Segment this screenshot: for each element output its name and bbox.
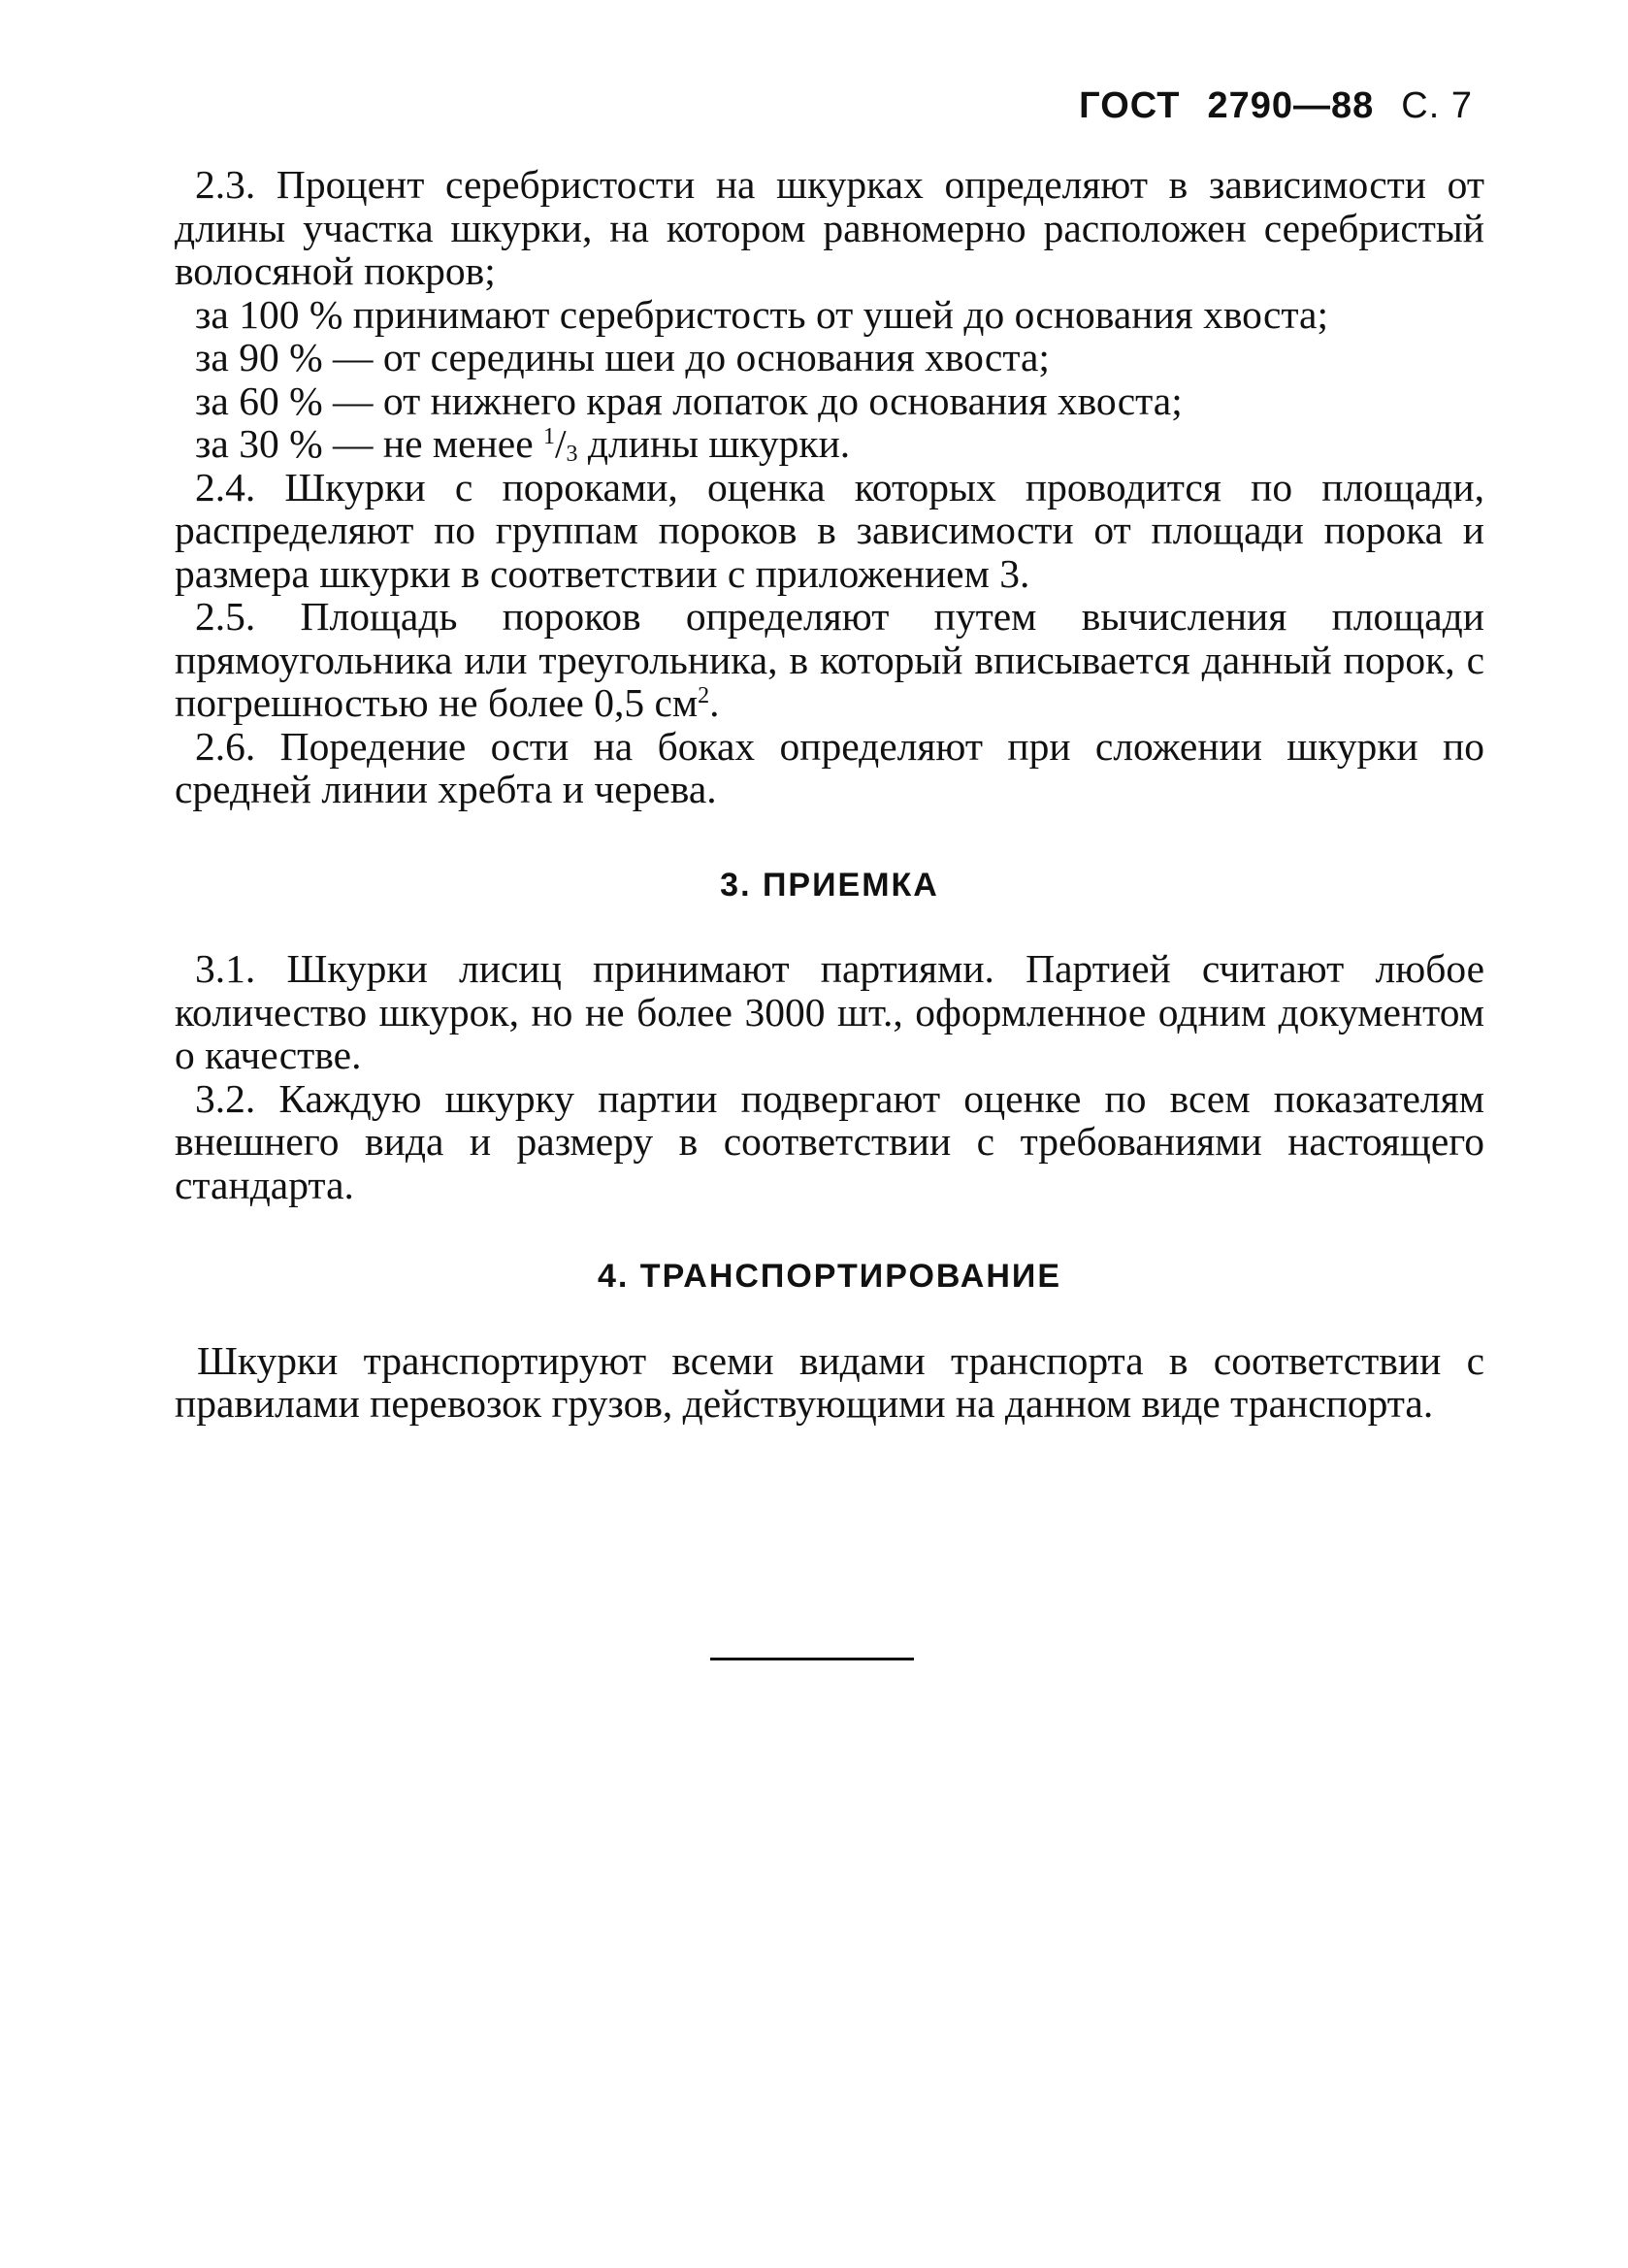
paragraph-3-2: 3.2. Каждую шкурку партии подвергают оценке по всем показателям внешнего вида и размеру в соответствии с требованиями настоящего стандарта. (175, 1075, 1484, 1207)
section-4-title: 4. ТРАНСПОРТИРОВАНИЕ (598, 1258, 1061, 1295)
paragraph-2-5 (175, 595, 1484, 725)
paragraph-2-3-30 (175, 422, 1484, 466)
paragraph-2-3-90: за 90 % — от середины шеи до основания хвоста; (195, 335, 1050, 379)
paragraph-2-3-60: за 60 % — от нижнего края лопаток до основания хвоста; (195, 378, 1183, 423)
standard-number: 2790—88 (1207, 85, 1375, 126)
paragraph-2-6: 2.6. Поредение ости на боках определяют при сложении шкурки по средней линии хребта и черева. (175, 723, 1484, 811)
fraction-numerator: 1 (543, 424, 555, 449)
paragraph-2-5-end: . (709, 680, 720, 725)
fraction-one-third: $^1/_3$ (543, 421, 578, 467)
paragraph-2-3-30-end: длины шкурки. (577, 421, 851, 466)
paragraph-2-5-text: 2.5. Площадь пороков определяют путем вычисления площади прямоугольника или треугольника, в который вписывается данный порок, с погрешностью не более 0,5 см (175, 594, 1484, 725)
paragraph-2-3: 2.3. Процент серебристости на шкурках определяют в зависимости от длины участка шкурки, на котором равномерно расположен серебристый волосяной покров; (175, 162, 1484, 293)
paragraph-2-3-30-start: за 30 % — не менее (195, 421, 543, 466)
paragraph-2-4: 2.4. Шкурки с пороками, оценка которых проводится по площади, распределяют по группам пороков в зависимости от площади порока и размера шкурки в соответствии с приложением 3. (175, 464, 1484, 596)
section-3-title: 3. ПРИЕМКА (720, 866, 939, 904)
document-body (175, 163, 1484, 1426)
superscript-2: 2 (698, 683, 710, 708)
end-rule (710, 1658, 914, 1660)
fraction-denominator: 3 (566, 442, 578, 467)
page-number: С. 7 (1401, 85, 1473, 126)
page-header (1079, 85, 1473, 127)
paragraph-2-3-100: за 100 % принимают серебристость от ушей до основания хвоста; (195, 291, 1328, 337)
paragraph-3-1: 3.1. Шкурки лисиц принимают партиями. Партией считают любое количество шкурок, но не более 3000 шт., оформленное одним документом о качестве. (175, 946, 1484, 1077)
standard-label: ГОСТ (1079, 85, 1181, 126)
paragraph-4: Шкурки транспортируют всеми видами транспорта в соответствии с правилами перевозок грузов, действующими на данном виде транспорта. (175, 1337, 1484, 1426)
